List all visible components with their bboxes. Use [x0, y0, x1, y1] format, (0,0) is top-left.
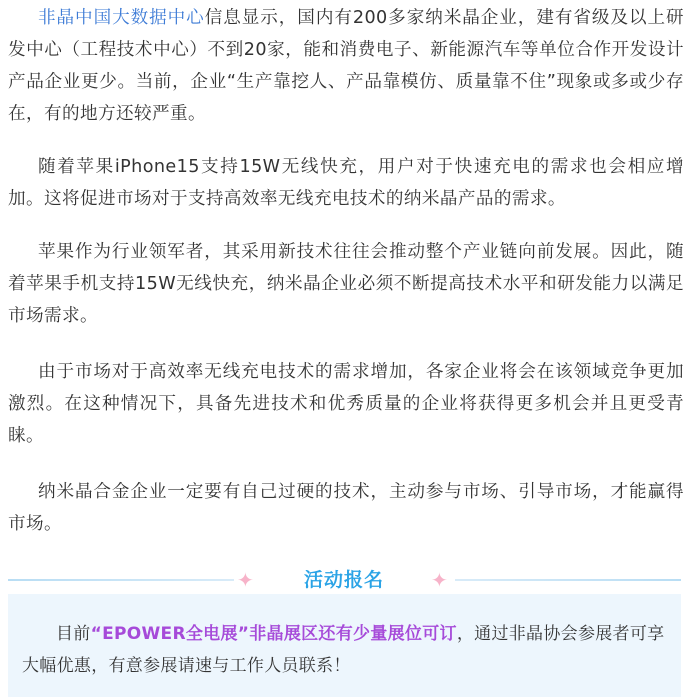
notice-suffix: ，通过非晶协会参展者可享大幅优惠，有意参展请速与工作人员联系！	[22, 624, 665, 676]
registration-notice-text	[22, 618, 668, 682]
paragraph-1	[8, 2, 684, 130]
paragraph-4: 由于市场对于高效率无线充电技术的需求增加，各家企业将会在该领域竞争更加激烈。在这种情况下，具备先进技术和优秀质量的企业将获得更多机会并且更受青睐。	[8, 362, 684, 446]
paragraph-3: 苹果作为行业领军者，其采用新技术往往会推动整个产业链向前发展。因此，随着苹果手机支持15W无线快充，纳米晶企业必须不断提高技术水平和研发能力以满足市场需求。	[8, 242, 684, 326]
notice-prefix: 目前	[56, 624, 91, 644]
big-data-center-link[interactable]: 非晶中国大数据中心	[38, 8, 205, 28]
booth-availability-highlight: “EPOWER全电展”非晶展区还有少量展位可订	[90, 624, 457, 644]
paragraph-1-text	[8, 2, 684, 130]
registration-notice-box	[8, 594, 681, 697]
paragraph-1-body: 信息显示，国内有200多家纳米晶企业，建有省级及以上研发中心（工程技术中心）不到20家，能和消费电子、新能源汽车等单位合作开发设计产品企业更少。当前，企业“生产靠挖人、产品靠模仿、质量靠不住”现象或多或少存在，有的地方还较严重。	[8, 8, 684, 124]
section-divider	[0, 566, 688, 594]
paragraph-5: 纳米晶合金企业一定要有自己过硬的技术，主动参与市场、引导市场，才能赢得市场。	[8, 482, 684, 534]
sparkle-icon: ✦	[431, 568, 448, 592]
sparkle-icon: ✦	[237, 568, 254, 592]
divider-line-right	[455, 579, 681, 581]
section-title: 活动报名	[303, 569, 384, 591]
paragraph-2: 随着苹果iPhone15支持15W无线快充，用户对于快速充电的需求也会相应增加。这将促进市场对于支持高效率无线充电技术的纳米晶产品的需求。	[8, 157, 684, 209]
